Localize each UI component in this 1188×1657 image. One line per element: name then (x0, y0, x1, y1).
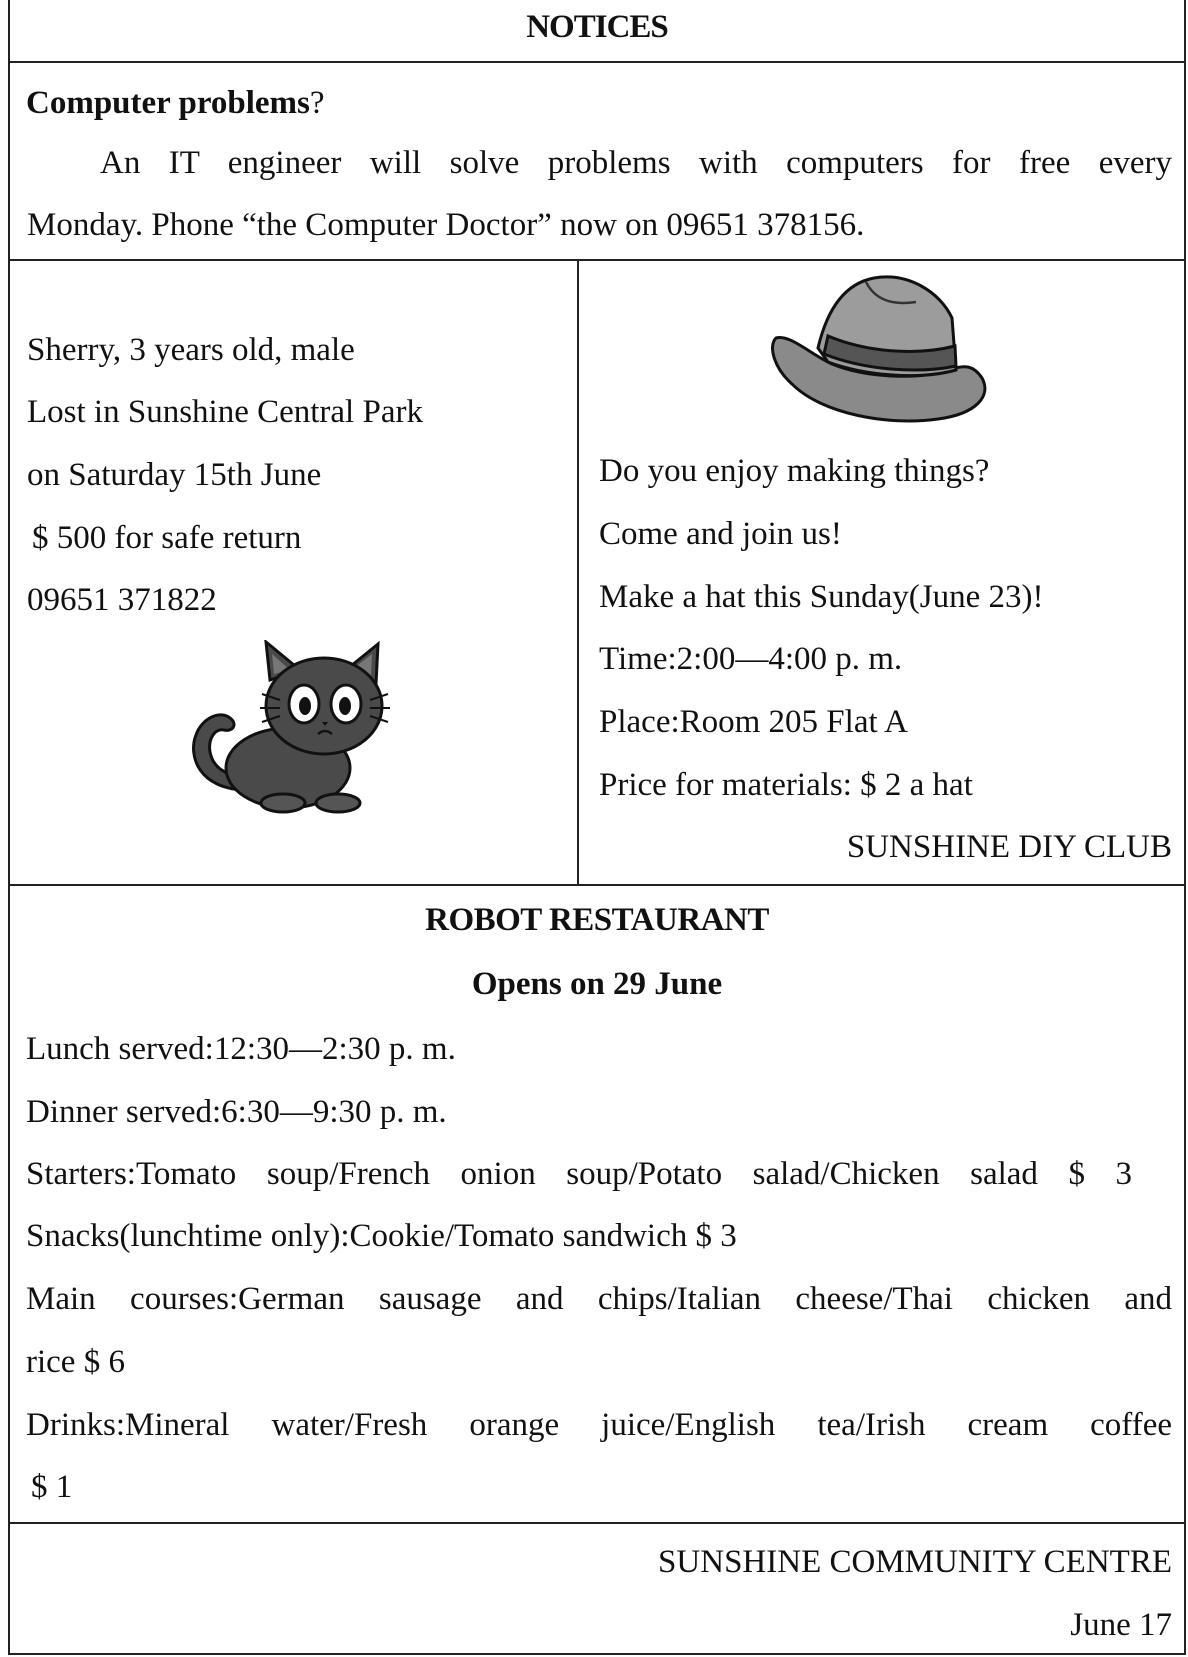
diy-line: Do you enjoy making things? (599, 453, 990, 489)
diy-line: Price for materials: $ 2 a hat (599, 767, 973, 803)
cat-icon (178, 640, 398, 818)
restaurant-line: Drinks:Mineral water/Fresh orange juice/English tea/Irish cream coffee (26, 1407, 1172, 1443)
restaurant-line: Starters:Tomato soup/French onion soup/Potato salad/Chicken salad $ 3 (26, 1156, 1132, 1192)
restaurant-line: Snacks(lunchtime only):Cookie/Tomato sandwich $ 3 (26, 1218, 737, 1254)
restaurant-line: Lunch served:12:30—2:30 p. m. (26, 1031, 456, 1067)
divider (8, 259, 1186, 261)
divider (8, 884, 1186, 886)
restaurant-line: $ 1 (31, 1469, 73, 1505)
divider (8, 61, 1186, 63)
computer-notice-line: An IT engineer will solve problems with computers for free every (100, 145, 1172, 181)
diy-signature: SUNSHINE DIY CLUB (846, 829, 1172, 865)
lost-cat-line: 09651 371822 (27, 582, 217, 618)
diy-line: Time:2:00—4:00 p. m. (599, 641, 903, 677)
page-title: NOTICES (526, 9, 668, 45)
hat-icon (770, 274, 992, 424)
lost-cat-line: Lost in Sunshine Central Park (27, 394, 423, 430)
diy-line: Place:Room 205 Flat A (599, 704, 908, 740)
lost-cat-line: $ 500 for safe return (32, 520, 302, 556)
computer-notice-qmark: ? (309, 85, 325, 121)
footer-date: June 17 (1070, 1607, 1172, 1643)
lost-cat-line: Sherry, 3 years old, male (27, 332, 355, 368)
divider (8, 1522, 1186, 1524)
restaurant-title: ROBOT RESTAURANT (425, 902, 769, 938)
footer-organisation: SUNSHINE COMMUNITY CENTRE (658, 1544, 1172, 1580)
computer-notice-heading (26, 83, 325, 123)
lost-cat-line: on Saturday 15th June (27, 457, 322, 493)
restaurant-line: rice $ 6 (26, 1344, 125, 1380)
diy-line: Make a hat this Sunday(June 23)! (599, 579, 1044, 615)
restaurant-line: Dinner served:6:30—9:30 p. m. (26, 1094, 447, 1130)
restaurant-subtitle: Opens on 29 June (471, 966, 723, 1002)
diy-line: Come and join us! (599, 516, 842, 552)
column-divider (577, 261, 579, 885)
computer-notice-title: Computer problems (26, 85, 310, 121)
restaurant-line: Main courses:German sausage and chips/Italian cheese/Thai chicken and (26, 1281, 1172, 1317)
computer-notice-line: Monday. Phone “the Computer Doctor” now on 09651 378156. (27, 207, 865, 243)
